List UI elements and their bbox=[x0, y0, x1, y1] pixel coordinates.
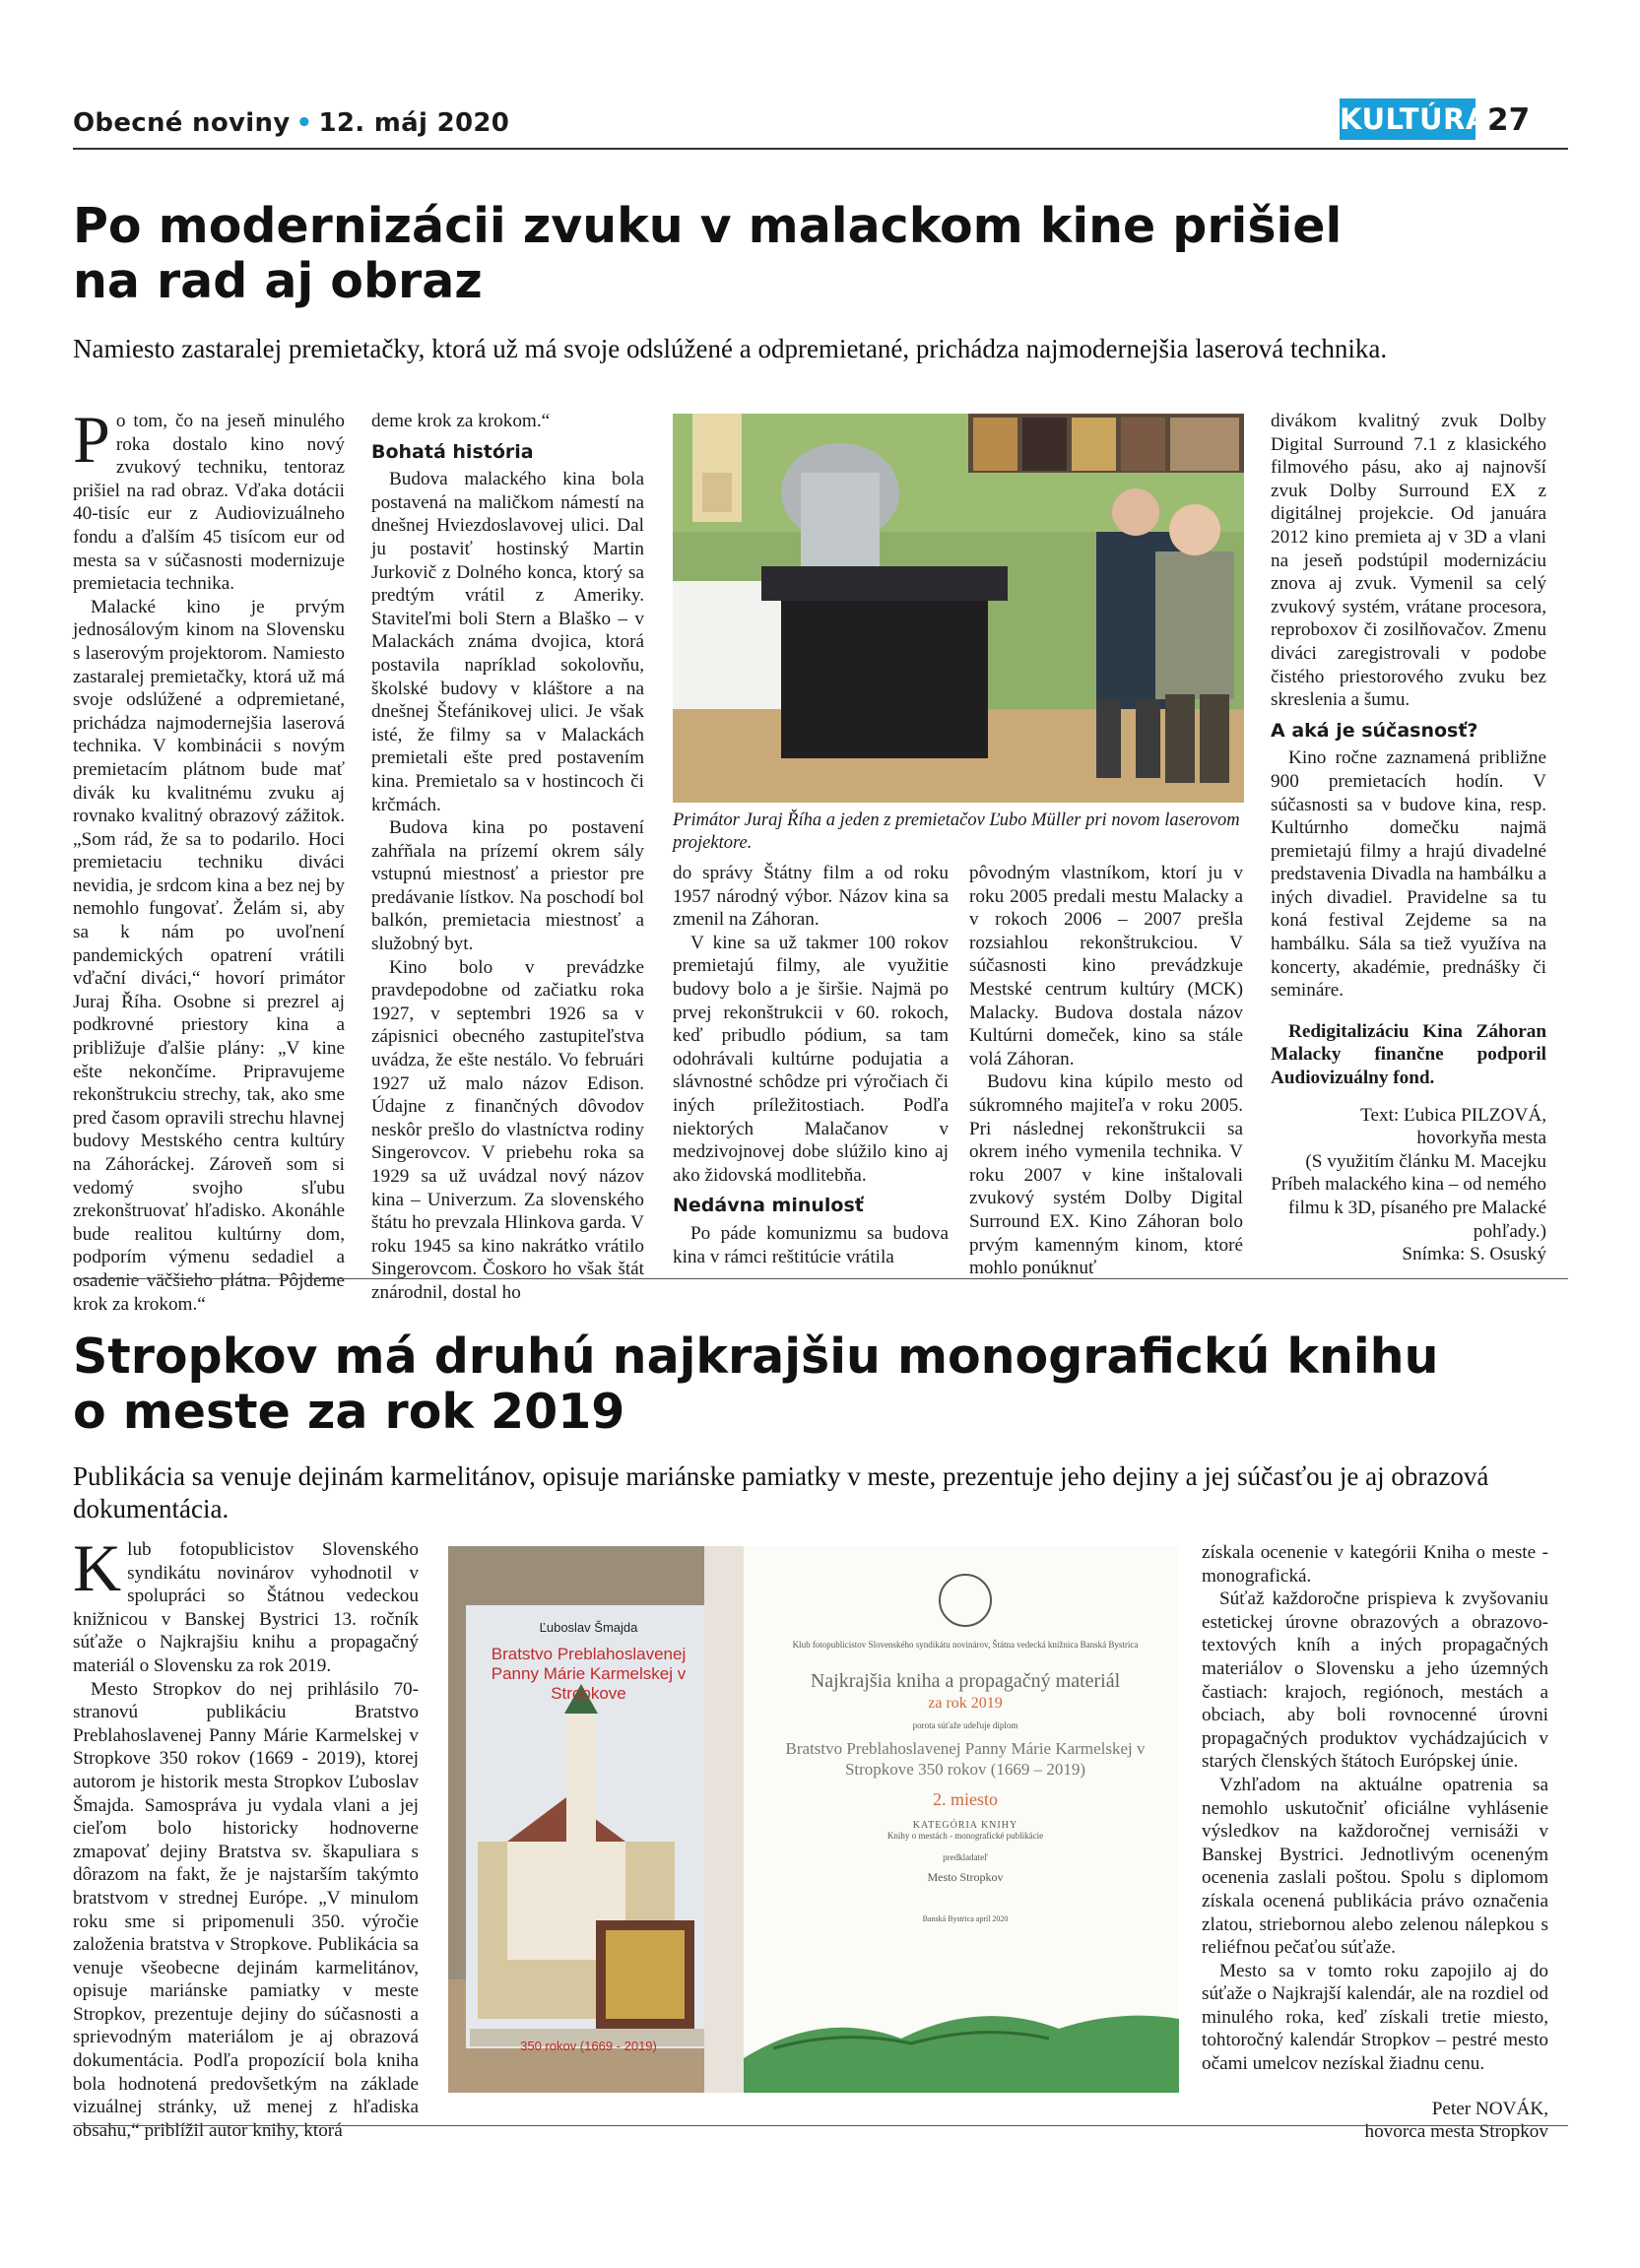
article1-lead: Namiesto zastaralej premietačky, ktorá už má svoje odslúžené a odpremietané, prichádza najmodernejšia laserová technika. bbox=[73, 334, 1388, 363]
article2-lead: Publikácia sa venuje dejinám karmelitánov, opisuje mariánske pamiatky v meste, prezentuje jeho dejiny a jej súčasťou je aj obrazová dokumentácia. bbox=[73, 1461, 1489, 1523]
article1-column-2 bbox=[371, 410, 644, 1303]
projector-photo-image bbox=[673, 414, 1244, 803]
article1-column-1 bbox=[73, 402, 345, 1316]
diploma-place: 2. miesto bbox=[933, 1789, 998, 1809]
diploma-organizer: Klub fotopublicistov Slovenského syndikátu novinárov, Štátna vedecká knižnica Banská Bystrica bbox=[792, 1640, 1139, 1650]
credit-line: (S využitím článku M. Macejku Príbeh malackého kina – od nemého filmu k 3D, písaného pre Malacké pohľady.) bbox=[1271, 1150, 1546, 1242]
paragraph: Mesto sa v tomto roku zapojilo aj do súťaže o Najkrajší kalendár, ale na rozdiel od minulého roka, keď získali tretie miesto, tohtoročný kalendár Stropkov – pestré mesto očami umelcov nezískal žiadnu cenu. bbox=[1202, 1960, 1548, 2075]
projector-photo bbox=[673, 414, 1244, 803]
credit-line: hovorkyňa mesta bbox=[1416, 1128, 1546, 1149]
drop-cap: K bbox=[73, 1530, 122, 1605]
book-author: Ľuboslav Šmajda bbox=[539, 1620, 638, 1635]
subheading-history: Bohatá história bbox=[371, 440, 534, 463]
headline-line: o meste za rok 2019 bbox=[73, 1384, 625, 1440]
article1-column-5 bbox=[1271, 410, 1546, 1266]
paragraph: pôvodným vlastníkom, ktorí ju v roku 2005 predali mestu Malacky a v rokoch 2006 – 2007 prešla rozsiahlou rekonštrukciou. V súčasnosti kino prevádzkuje Mestské centrum kultúry (MCK) Malacky. Budova dostala názov Kultúrni domeček, kino sa stále volá Záhoran. bbox=[969, 863, 1243, 1069]
credit-line: Text: Ľubica PILZOVÁ, bbox=[1360, 1104, 1546, 1126]
drop-cap: P bbox=[73, 402, 110, 477]
article2-column-1 bbox=[73, 1530, 419, 2142]
header-rule bbox=[73, 148, 1568, 150]
article2-column-3 bbox=[1202, 1541, 1548, 2144]
diploma-title: Najkrajšia kniha a propagačný materiál bbox=[810, 1670, 1121, 1692]
page-number: 27 bbox=[1487, 102, 1531, 138]
paragraph: deme krok za krokom.“ bbox=[371, 411, 551, 431]
section-label: KULTÚRA bbox=[1340, 98, 1476, 140]
paragraph: Kino bolo v prevádzke pravdepodobne od začiatku roka 1927, v septembri 1926 sa v zápisnici obecného zastupiteľstva uvádza, že ešte nestálo. Vo februári 1927 už malo názov Edison. Údajne z finančných dôvodov neskôr prešlo do vlastníctva rodiny Singerovcov. V priebehu roka sa 1929 sa už uvádzal nový názov kina – Univerzum. Za slovenského štátu ho prevzala Hlinkova garda. V roku 1945 sa kino nakrátko vrátilo Singerovcom. Čoskoro ho však štát znárodnil, dostal ho bbox=[371, 956, 644, 1303]
headline-line: na rad aj obraz bbox=[73, 253, 483, 309]
paragraph: o tom, čo na jeseň minulého roka dostalo kino nový zvukový techniku, tentoraz prišiel na rad obraz. Vďaka dotácii 40-tisíc eur z Audiovizuálneho fondu a ďalším 45 tisícom eur od mesta sa v súčasnosti modernizuje premietacia technika. bbox=[73, 411, 345, 595]
subheading-recent: Nedávna minulosť bbox=[673, 1195, 864, 1217]
paragraph: Malacké kino je prvým jednosálovým kinom na Slovensku s laserovým projektorom. Namiesto zastaralej premietačky, ktorá už má svoje odslúžené a odpremietané, prichádza najmodernejšia laserová technika. V kombinácii s novým premietacím plátnom bude mať divák ku kvalitnému zvuku aj rovnako kvalitný obrazový zážitok. „Som rád, že sa to podarilo. Hoci premietaciu techniku diváci nevidia, je srdcom kina a bez nej by nemohlo fungovať. Želám si, aby sa k nám po uvoľnení pandemických opatrení vrátili vďační diváci,“ hovorí primátor Juraj Říha. Osobne si prezrel aj podkrovné priestory kina a približuje ďalšie plány: „V kine ešte nekončíme. Pripravujeme rekonštrukciu strechy, tak, ako sme pred časom opravili strechu hlavnej budovy Mestského centra kultúry na Záhoráckej. Zároveň som si vedomý svojho sľubu zrekonštruovať hľadisko. Akonáhle bude realitou kultúrny dom, podporím výmenu sedadiel a osadenie väčšieho plátna. Pôjdeme krok za krokom.“ bbox=[73, 596, 345, 1315]
headline-line: Po modernizácii zvuku v malackom kine prišiel bbox=[73, 198, 1343, 254]
paragraph: Budova malackého kina bola postavená na maličkom námestí na dnešnej Hviezdoslavovej ulici. Dal ju postaviť hostinský Martin Jurkovič z Dolného konca, ktorý sa predtým vrátil z Ameriky. Staviteľmi boli Stern a Blaško – v Malackách známa dvojica, ktorá postavila napríklad sokolovňu, školské budovy v kláštore a na dnešnej Štefánikovej ulici. Je však isté, že filmy sa v Malackách premietali ešte pred postavením kina. Premietalo sa v hostincoch či krčmách. bbox=[371, 469, 644, 815]
book-cover bbox=[483, 1620, 694, 2053]
paragraph: Kino ročne zaznamená približne 900 premietacích hodín. V súčasnosti sa v budove kina, resp. Kultúrnho domečku najmä premietajú filmy a hrajú divadelné predstavenia Divadla na hambálku a iných divadiel. Pravidelne sa tu koná festival Zejdeme sa na hambálku. Sála sa tiež využíva na koncerty, akadémie, prednášky či semináre. bbox=[1271, 747, 1546, 1002]
headline-line: Stropkov má druhú najkrajšiu monografickú knihu bbox=[73, 1328, 1439, 1385]
diploma-year: za rok 2019 bbox=[928, 1695, 1003, 1712]
paragraph: Vzhľadom na aktuálne opatrenia sa nemohlo uskutočniť oficiálne vyhlásenie výsledkov na každoročnej vernisáži v Banskej Bystrici. Jednotlivým oceneným ocenenia zaslali poštou. Spolu s diplomom získala ocenená publikácia právo označenia zlatou, striebornou alebo zelenou nálepkou s reliéfnou pečaťou súťaže. bbox=[1202, 1774, 1548, 1959]
paragraph: V kine sa už takmer 100 rokov premietajú filmy, ale využitie budovy bolo a je širšie. Najmä po prvej rekonštrukcii v 60. rokoch, keď pribudlo pódium, sa tam odohrávali kultúrne podujatia a slávnostné schôdze pri výročiach či iných príležitostiach. Podľa niektorých Malačanov v medzivojnovej dobe slúžilo kino aj ako židovská modlitebňa. bbox=[673, 932, 949, 1186]
diploma-recipient-label: predkladateľ bbox=[943, 1852, 988, 1862]
book-years: 350 rokov (1669 - 2019) bbox=[520, 2039, 657, 2053]
funding-note: Redigitalizáciu Kina Záhoran Malacky finančne podporil Audiovizuálny fond. bbox=[1271, 1020, 1546, 1089]
paragraph: Mesto Stropkov do nej prihlásilo 70-stranovú publikáciu Bratstvo Preblahoslavenej Panny Márie Karmelskej v Stropkove 350 rokov (1669 - 2019), ktorej autorom je historik mesta Stropkov Ľuboslav Šmajda. Samospráva ju vydala vlani a jej cieľom bolo historicky hodnoverne zmapovať dejiny Bratstva sv. škapuliara s dôrazom na fakt, že je najstarším takýmto bratstvom v strednej Európe. „V minulom roku sme si pripomenuli 350. výročie založenia bratstva v Stropkove. Publikácia sa venuje všeobecne dejinám karmelitánov, opisuje mariánske pamiatky v meste Stropkov, prezentuje dejiny do súčasnosti a sprievodným materiálom je aj obrazová dokumentácia. Podľa propozícií bola kniha bola hodnotená predovšetkým na základe vizuálnej stránky, už menej z hľadiska obsahu,“ priblížil autor knihy, ktorá bbox=[73, 1678, 419, 2141]
credit-line: Peter NOVÁK, bbox=[1431, 2098, 1548, 2119]
article1-headline bbox=[73, 199, 1550, 309]
header-separator: • bbox=[295, 108, 313, 138]
diploma-recipient: Mesto Stropkov bbox=[927, 1870, 1004, 1884]
paragraph: Súťaž každoročne prispieva k zvyšovaniu estetickej úrovne obrazových a obrazovo-textových kníh a iných propagačných materiálov o Slovensku a jeho územných častiach: krajoch, regiónoch, mestách a obciach, aby boli rovnocenné úrovni propagačných produktov vychádzajúcich v starých členských štátoch Európskej únie. bbox=[1202, 1588, 1548, 1773]
diploma bbox=[773, 1640, 1157, 1923]
paragraph: Budovu kina kúpilo mesto od súkromného majiteľa v roku 2005. Pri následnej rekonštrukcii sa okrem iného vymenila technika. V roku 2007 v kine inštalovali zvukový systém Dolby Digital Surround EX. Kino Záhoran bolo prvým kamenným kinom, ktoré mohlo ponúknuť bbox=[969, 1071, 1243, 1279]
paragraph: do správy Štátny film a od roku 1957 národný výbor. Názov kina sa zmenil na Záhoran. bbox=[673, 863, 949, 931]
diploma-category: KATEGÓRIA KNIHY bbox=[912, 1820, 1018, 1831]
diploma-book: Bratstvo Preblahoslavenej Panny Márie Karmelskej v Stropkove 350 rokov (1669 – 2019) bbox=[785, 1739, 1146, 1779]
article2-credit bbox=[1202, 2098, 1548, 2144]
page-header bbox=[73, 108, 509, 138]
photo-caption: Primátor Juraj Říha a jeden z premietačov Ľubo Müller pri novom laserovom projektore. bbox=[673, 810, 1240, 853]
article-divider bbox=[73, 1278, 1568, 1279]
newspaper-name: Obecné noviny bbox=[73, 108, 291, 138]
article1-column-4 bbox=[969, 862, 1243, 1280]
credit-line: Snímka: S. Osuský bbox=[1402, 1244, 1546, 1265]
book-diploma-photo bbox=[448, 1546, 1179, 2093]
article1-credit bbox=[1271, 1104, 1546, 1266]
paragraph: divákom kvalitný zvuk Dolby Digital Surround 7.1 z klasického filmového pásu, ako aj najnovší zvuk Dolby Surround EX z digitálnej projekcie. Od januára 2012 kino premieta aj v 3D a vlani na jeseň podstúpil modernizáciu znova aj zvuk. Vymenil sa celý zvukový systém, vrátane procesora, reproboxov či zosilňovačov. Zmenu diváci zaregistrovali v podobe čistého priestorového zvuku bez skreslenia a šumu. bbox=[1271, 411, 1546, 711]
article1-column-3 bbox=[673, 862, 949, 1268]
diploma-signature-place: Banská Bystrica apríl 2020 bbox=[922, 1914, 1009, 1923]
credit-line: hovorca mesta Stropkov bbox=[1364, 2121, 1548, 2143]
paragraph: lub fotopublicistov Slovenského syndikátu novinárov vyhodnotil v spolupráci so Štátnou vedeckou knižnicou v Banskej Bystrici 13. ročník súťaže o Najkrajšiu knihu a propagačný materiál o Slovensku za rok 2019. bbox=[73, 1539, 419, 1676]
paragraph: získala ocenenie v kategórii Kniha o meste - monografická. bbox=[1202, 1542, 1548, 1587]
diploma-small-text: porota súťaže udeľuje diplom bbox=[912, 1720, 1018, 1730]
subheading-now: A aká je súčasnosť? bbox=[1271, 719, 1478, 742]
issue-date: 12. máj 2020 bbox=[318, 108, 510, 138]
paragraph: Budova kina po postavení zahŕňala na prízemí okrem sály vstupnú miestnosť a priestor pre predávanie lístkov. Na poschodí bol balkón, premietacia miestnosť a služobný byt. bbox=[371, 817, 644, 955]
bottom-rule bbox=[73, 2125, 1568, 2126]
diploma-category-sub: Knihy o mestách - monografické publikácie bbox=[886, 1831, 1044, 1841]
paragraph: Po páde komunizmu sa budova kina v rámci reštitúcie vrátila bbox=[673, 1222, 949, 1267]
article2-headline bbox=[73, 1329, 1550, 1440]
book-title: Bratstvo Preblahoslavenej Panny Márie Karmelskej v Stropkove bbox=[491, 1645, 687, 1703]
